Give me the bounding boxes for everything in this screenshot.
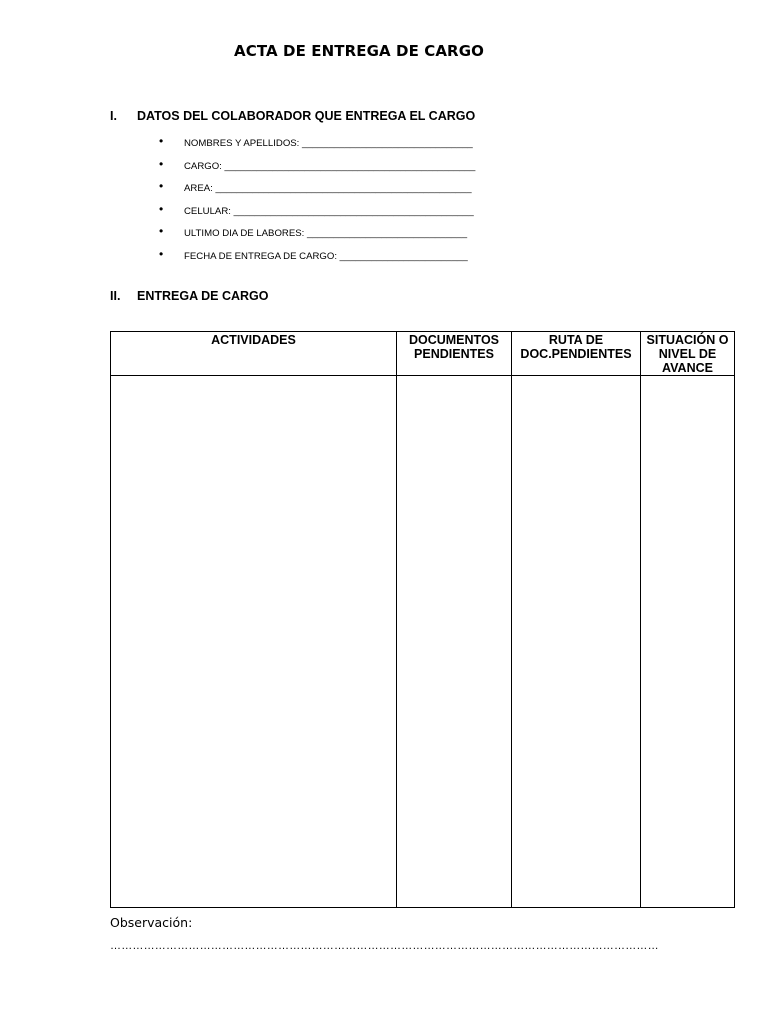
bullet-icon: •: [159, 156, 164, 171]
section-2-number: II.: [110, 289, 121, 303]
bullet-icon: •: [159, 201, 164, 216]
section-2-title: ENTREGA DE CARGO: [137, 289, 269, 303]
table-row: [111, 376, 735, 908]
header-situacion-avance: SITUACIÓN O NIVEL DE AVANCE: [641, 332, 735, 376]
cell-actividades[interactable]: [111, 376, 397, 908]
handover-table: [110, 331, 735, 908]
observation-line[interactable]: …………………………………………………………………………………………………………………………………: [110, 940, 659, 952]
header-documentos-pendientes: DOCUMENTOS PENDIENTES: [397, 332, 512, 376]
field-text: CELULAR: _____________________________________________: [184, 205, 474, 217]
field-text: AREA: ________________________________________________: [184, 183, 472, 194]
field-text: ULTIMO DIA DE LABORES: ______________________________: [184, 228, 468, 239]
field-text: NOMBRES Y APELLIDOS: ________________________________: [184, 138, 473, 149]
document-title: ACTA DE ENTREGA DE CARGO: [234, 42, 484, 60]
section-1-title: DATOS DEL COLABORADOR QUE ENTREGA EL CARGO: [137, 109, 476, 123]
cell-situacion-avance[interactable]: [641, 376, 735, 908]
bullet-icon: •: [159, 224, 164, 238]
section-1-number: I.: [110, 109, 117, 123]
bullet-icon: •: [159, 179, 164, 193]
header-ruta-documentos: RUTA DE DOC.PENDIENTES: [512, 332, 641, 376]
header-actividades: ACTIVIDADES: [111, 332, 397, 376]
cell-ruta-documentos[interactable]: [512, 376, 641, 908]
field-text: CARGO: _______________________________________________: [184, 160, 476, 172]
bullet-icon: •: [159, 134, 164, 148]
bullet-icon: •: [159, 246, 164, 261]
table-header-row: [111, 332, 735, 376]
field-text: FECHA DE ENTREGA DE CARGO: ________________________: [184, 250, 468, 262]
observation-label: Observación:: [110, 915, 193, 930]
cell-documentos-pendientes[interactable]: [397, 376, 512, 908]
